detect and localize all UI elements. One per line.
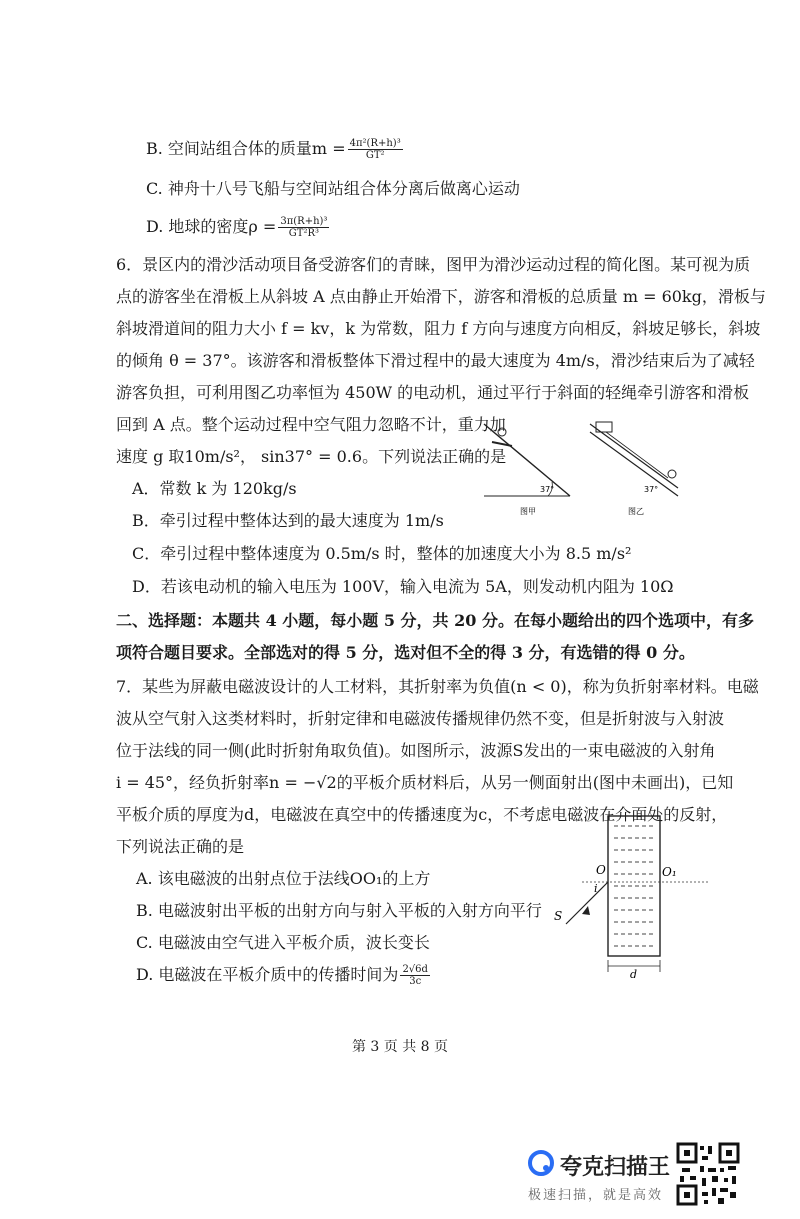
slope-line (484, 424, 570, 496)
angle-label: 37° (540, 485, 555, 494)
q6-stem-line-7: 速度 g 取10m/s²， sin37° = 0.6。下列说法正确的是 (116, 447, 507, 466)
q7-stem-line-2: 波从空气射入这类材料时，折射定律和电磁波传播规律仍然不变，但是折射波与入射波 (116, 709, 725, 728)
label-d: d (630, 968, 638, 981)
q6-option-c: C．牵引过程中整体速度为 0.5m/s 时，整体的加速度大小为 8.5 m/s² (132, 544, 632, 563)
q6-stem-line-1: 6．景区内的滑沙活动项目备受游客们的青睐，图甲为滑沙运动过程的简化图。某可视为质 (116, 255, 751, 274)
q7-option-b: B. 电磁波射出平板的出射方向与射入平板的入射方向平行 (136, 901, 542, 920)
q7-stem-line-1: 7．某些为屏蔽电磁波设计的人工材料，其折射率为负值(n < 0)，称为负折射率材料。电磁 (116, 677, 759, 696)
watermark-brand: 夸克扫描王 (560, 1155, 671, 1180)
q6-stem-line-3: 斜坡滑道间的阻力大小 f = kv，k 为常数，阻力 f 方向与速度方向相反，斜坡足够长，斜坡 (116, 319, 761, 338)
q7-option-c: C. 电磁波由空气进入平板介质，波长变长 (136, 933, 430, 952)
q6-option-a: A．常数 k 为 120kg/s (132, 479, 297, 498)
q7-d-prefix: D. 电磁波在平板介质中的传播时间为 (136, 965, 399, 984)
incident-ray (566, 882, 608, 924)
q6-stem-line-6: 回到 A 点。整个运动过程中空气阻力忽略不计，重力加 (116, 415, 506, 434)
rope-line (606, 432, 668, 478)
page-footer: 第 3 页 共 8 页 (351, 1039, 449, 1055)
sled-icon (492, 442, 512, 446)
q5-option-d (146, 216, 331, 239)
q7-figure (548, 812, 718, 982)
figure-b-caption: 图乙 (628, 507, 644, 516)
slope-line-upper (590, 424, 678, 488)
angle-label: 37° (644, 485, 659, 494)
q6-option-b: B．牵引过程中整体达到的最大速度为 1m/s (132, 511, 444, 530)
watermark-slogan: 极速扫描，就是高效 (528, 1188, 664, 1203)
q5-d-fraction: $\frac{\text{3π(R+h)³}}{\text{GT²R³}}$ (280, 216, 328, 239)
q6-stem-line-5: 游客负担，可利用图乙功率恒为 450W 的电动机，通过平行于斜面的轻绳牵引游客和滑板 (116, 383, 750, 402)
label-o: O (596, 863, 606, 877)
section2-line-2: 项符合题目要求。全部选对的得 5 分，选对但不全的得 3 分，有选错的得 0 分。 (116, 643, 695, 662)
figure-a-caption: 图甲 (520, 507, 536, 516)
q5-option-c: C. 神舟十八号飞船与空间站组合体分离后做离心运动 (146, 179, 520, 198)
section2-line-1: 二、选择题：本题共 4 小题，每小题 5 分，共 20 分。在每小题给出的四个选项中，有多 (116, 611, 754, 630)
slab-hatch (614, 826, 654, 946)
q7-stem-line-4: i = 45°，经负折射率n = −√2的平板介质材料后，从另一侧面射出(图中未画出)，已知 (116, 773, 734, 792)
tourist-icon (498, 428, 506, 436)
q7-d-fraction: $\frac{2√6d}{3c}$ (402, 964, 428, 987)
q7-stem-line-3: 位于法线的同一侧(此时折射角取负值)。如图所示，波源S发出的一束电磁波的入射角 (116, 741, 716, 760)
slope-line (590, 432, 678, 496)
q6-figure-b (582, 418, 694, 518)
label-i: i (594, 882, 598, 895)
q5-b-fraction: $\frac{\text{4π²(R+h)³}}{\text{GT²}}$ (349, 138, 401, 161)
quark-logo-icon (528, 1150, 554, 1176)
qr-code-icon (676, 1142, 740, 1206)
q6-option-d: D．若该电动机的输入电压为 100V，输入电流为 5A，则发动机内阻为 10Ω (132, 577, 674, 596)
q5-b-prefix: B. 空间站组合体的质量m = (146, 139, 346, 158)
q5-d-prefix: D. 地球的密度ρ = (146, 217, 277, 236)
q7-stem-line-6: 下列说法正确的是 (116, 837, 245, 856)
tourist-icon (668, 470, 676, 478)
label-o1: O₁ (662, 865, 677, 879)
q6-stem-line-2: 点的游客坐在滑板上从斜坡 A 点由静止开始滑下，游客和滑板的总质量 m = 60kg，滑板与 (116, 287, 766, 306)
q7-option-a: A. 该电磁波的出射点位于法线OO₁的上方 (136, 869, 431, 888)
label-s: S (554, 909, 563, 923)
q6-figure-a (478, 418, 578, 518)
q7-stem-line-5: 平板介质的厚度为d，电磁波在真空中的传播速度为c，不考虑电磁波在介面处的反射， (116, 805, 728, 824)
q7-option-d (136, 964, 432, 987)
q6-stem-line-4: 的倾角 θ = 37°。该游客和滑板整体下滑过程中的最大速度为 4m/s，滑沙结束后为了减轻 (116, 351, 755, 370)
q5-option-b (146, 138, 405, 161)
